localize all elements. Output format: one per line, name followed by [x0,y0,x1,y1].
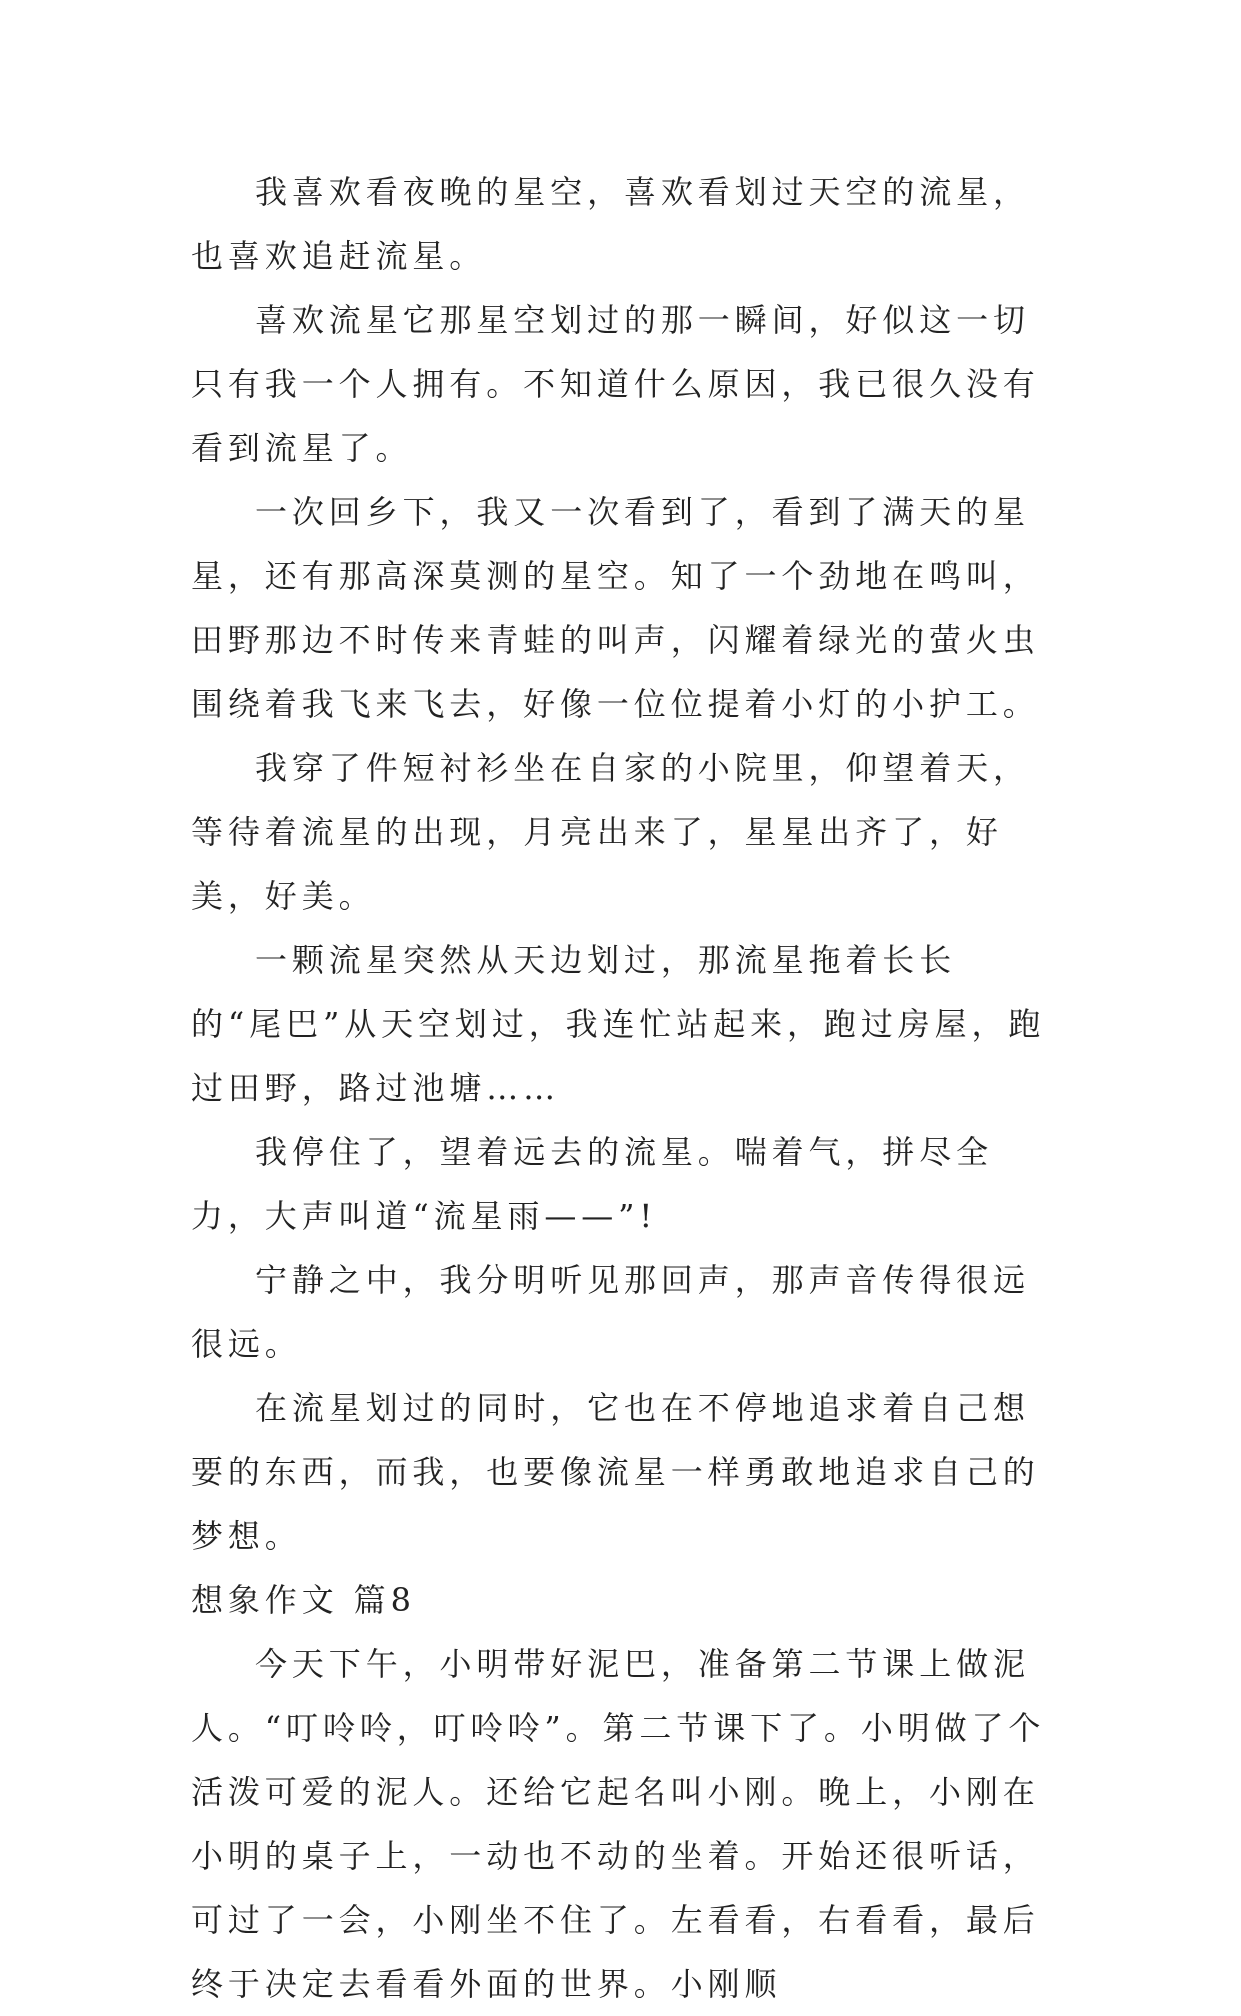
paragraph: 一颗流星突然从天边划过，那流星拖着长长的“尾巴”从天空划过，我连忙站起来，跑过房屋，跑过田野，路过池塘…… [191,941,1046,1107]
paragraph: 喜欢流星它那星空划过的那一瞬间，好似这一切只有我一个人拥有。不知道什么原因，我已很久没有看到流星了。 [191,301,1040,467]
paragraph: 一次回乡下，我又一次看到了，看到了满天的星星，还有那高深莫测的星空。知了一个劲地在鸣叫，田野那边不时传来青蛙的叫声，闪耀着绿光的萤火虫围绕着我飞来飞去，好像一位位提着小灯的小护工。 [191,493,1040,723]
paragraph: 我穿了件短衬衫坐在自家的小院里，仰望着天，等待着流星的出现，月亮出来了，星星出齐了，好美，好美。 [191,749,1030,915]
paragraph: 今天下午，小明带好泥巴，准备第二节课上做泥人。“叮呤呤，叮呤呤”。第二节课下了。小明做了个活泼可爱的泥人。还给它起名叫小刚。晚上，小刚在小明的桌子上，一动也不动的坐着。开始还很听话，可过了一会，小刚坐不住了。左看看，右看看，最后终于决定去看看外面的世界。小刚顺 [191,1645,1046,2003]
paragraph: 我喜欢看夜晚的星空，喜欢看划过天空的流星，也喜欢追赶流星。 [191,173,1030,275]
document-body [191,160,1051,2016]
paragraph: 在流星划过的同时，它也在不停地追求着自己想要的东西，而我，也要像流星一样勇敢地追求自己的梦想。 [191,1389,1040,1555]
paragraph: 宁静之中，我分明听见那回声，那声音传得很远很远。 [191,1261,1030,1363]
section-heading: 想象作文 篇8 [191,1581,416,1619]
paragraph: 我停住了，望着远去的流星。喘着气，拼尽全力，大声叫道“流星雨——”! [191,1133,994,1235]
